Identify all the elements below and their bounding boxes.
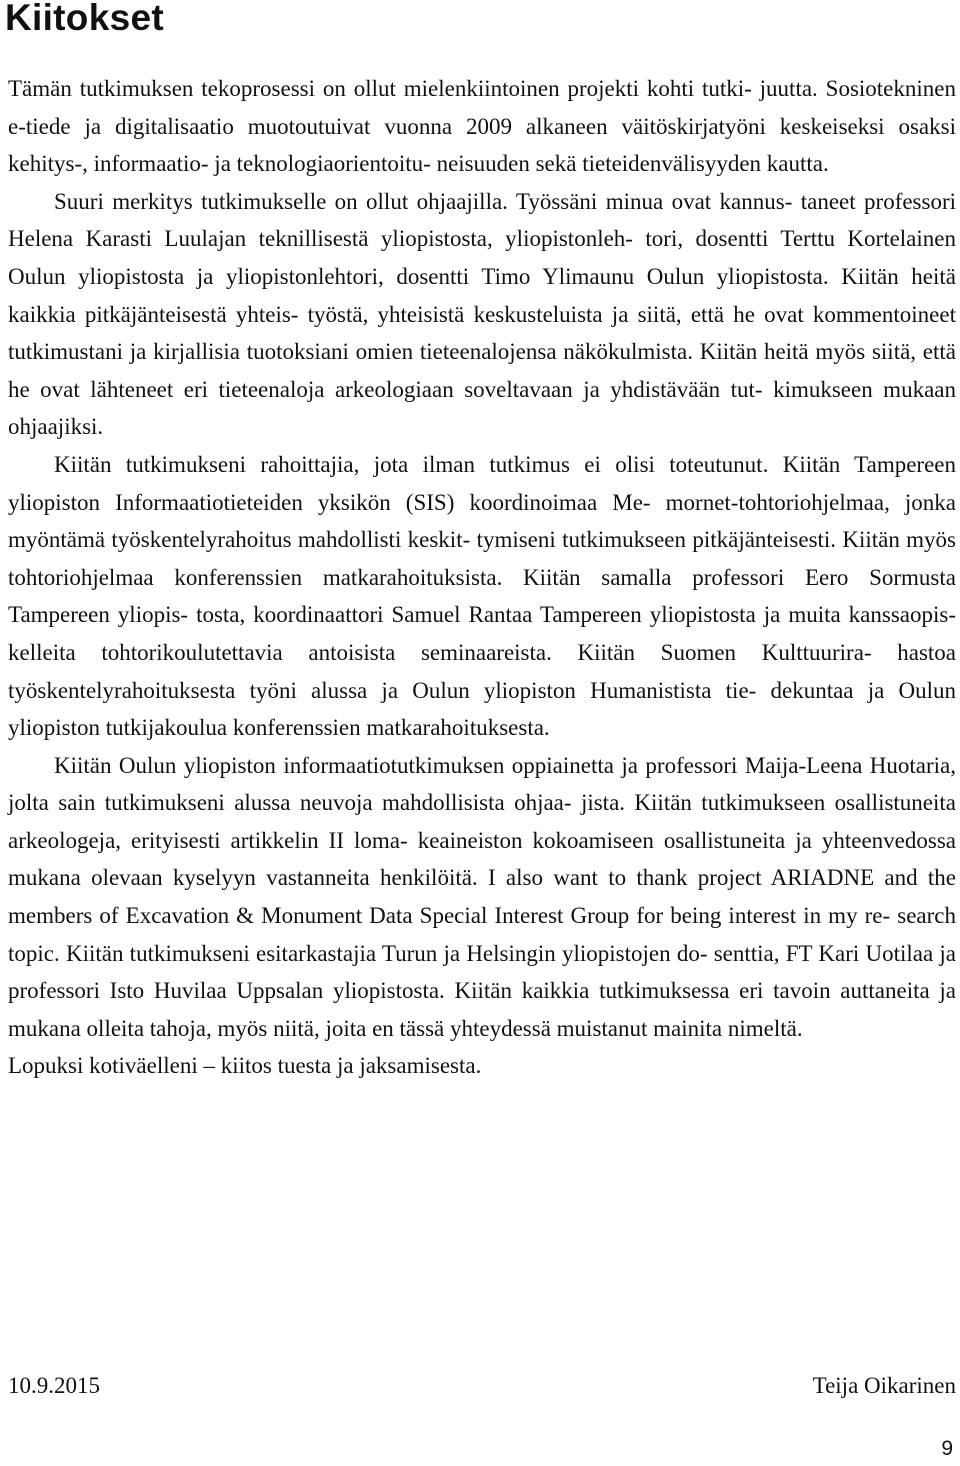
- paragraph-4-line: kaikkia tutkimuksessa eri tavoin auttaneita ja mukana olleita tahoja, myös niitä,: [8, 978, 956, 1041]
- paragraph-4-line: senttia, FT Kari Uotilaa ja professori Isto Huvilaa Uppsalan yliopistosta. Kiitän: [8, 940, 956, 1004]
- page-title: Kiitokset: [5, 0, 164, 38]
- paragraph-3: [8, 446, 956, 747]
- paragraph-2-line: työstä, yhteisistä keskusteluista ja siitä, että he ovat kommentoineet tutkimustani ja: [8, 301, 956, 365]
- paragraph-2-line: Timo Ylimaunu Oulun yliopistosta. Kiitän heitä kaikkia pitkäjänteisestä yhteis-: [8, 263, 956, 327]
- closing-line: Lopuksi kotiväelleni – kiitos tuesta ja jaksamisesta.: [8, 1053, 482, 1079]
- paragraph-3-line: dekuntaa ja Oulun yliopiston tutkijakoulua konferenssien matkarahoituksesta.: [8, 677, 956, 741]
- paragraph-2-line: että he ovat lähteneet eri tieteenaloja arkeologiaan soveltavaan ja yhdistävään tut-: [8, 339, 956, 402]
- body-text: [8, 70, 956, 1085]
- paragraph-2-line: tori, dosentti Terttu Kortelainen Oulun yliopistosta ja yliopistonlehtori, dosentti: [8, 226, 956, 289]
- paragraph-3-line: Tampereen yliopiston Informaatiotieteiden yksikön (SIS) koordinoimaa Me-: [8, 451, 956, 515]
- paragraph-1: [8, 70, 956, 183]
- paragraph-3-line: tosta, koordinaattori Samuel Rantaa Tampereen yliopistosta ja muita kanssaopis-: [196, 602, 957, 628]
- paragraph-1-line: Tämän tutkimuksen tekoprosessi on ollut mielenkiintoinen projekti kohti tutki-: [8, 76, 752, 101]
- paragraph-4-line: jista. Kiitän tutkimukseen osallistuneita arkeologeja, erityisesti artikkelin II loma-: [8, 790, 956, 853]
- paragraph-3-line: matkarahoituksista. Kiitän samalla professori Eero Sormusta Tampereen yliopis-: [8, 564, 956, 628]
- signature-row: [8, 1371, 956, 1401]
- paragraph-3-line: tymiseni tutkimukseen pitkäjänteisesti. Kiitän myös tohtoriohjelmaa konferenssien: [8, 527, 956, 590]
- paragraph-1-line: juutta. Sosiotekninen e-tiede ja digitalisaatio muotoutuivat vuonna 2009 alkaneen: [8, 76, 956, 139]
- paragraph-3-line: hastoa työskentelyrahoituksesta työni alussa ja Oulun yliopiston Humanistista tie-: [8, 639, 957, 703]
- paragraph-3-line: kelleita tohtorikoulutettavia antoisista seminaareista. Kiitän Suomen Kulttuurira-: [8, 639, 872, 665]
- paragraph-4-line: Maija-Leena Huotaria, jolta sain tutkimukseni alussa neuvoja mahdollisista ohjaa-: [8, 752, 956, 816]
- paragraph-4-line: Kiitän Oulun yliopiston informaatiotutkimuksen oppiainetta ja professori: [54, 752, 745, 778]
- paragraph-2: [8, 183, 956, 446]
- paragraph-4-line: joita en tässä yhteydessä muistanut mainita nimeltä.: [325, 1015, 803, 1041]
- paragraph-2-line: kirjallisia tuotoksiani omien tieteenalojensa näkökulmista. Kiitän heitä myös siitä,: [153, 339, 923, 365]
- paragraph-2-line: kimukseen mukaan ohjaajiksi.: [8, 376, 956, 440]
- paragraph-2-line: Suuri merkitys tutkimukselle on ollut ohjaajilla. Työssäni minua ovat kannus-: [54, 188, 793, 214]
- paragraph-4-line: search topic. Kiitän tutkimukseni esitarkastajia Turun ja Helsingin yliopistojen do-: [8, 903, 957, 966]
- paragraph-2-line: taneet professori Helena Karasti Luulajan teknillisestä yliopistosta, yliopistonleh-: [8, 188, 957, 252]
- paragraph-4-line: Excavation & Monument Data Special Interest Group for being interest in my re-: [125, 903, 891, 929]
- paragraph-1-line: väitöskirjatyöni keskeiseksi osaksi kehitys-, informaatio- ja teknologiaorientoitu-: [8, 113, 956, 177]
- paragraph-4-line: keaineiston kokoamiseen osallistuneita ja yhteenvedossa mukana olevaan kyselyyn: [8, 827, 957, 891]
- paragraph-4: [8, 747, 956, 1048]
- date: 10.9.2015: [8, 1373, 100, 1398]
- paragraph-3-line: Kiitän tutkimukseni rahoittajia, jota ilman tutkimus ei olisi toteutunut. Kiitän: [54, 451, 855, 477]
- paragraph-3-line: mornet-tohtoriohjelmaa, jonka myöntämä työskentelyrahoitus mahdollisti keskit-: [8, 489, 957, 553]
- paragraph-1-line: neisuuden sekä tieteidenvälisyyden kautta.: [436, 151, 829, 177]
- page-number: 9: [941, 1437, 953, 1460]
- author-name: Teija Oikarinen: [812, 1373, 956, 1398]
- paragraph-4-line: vastanneita henkilöitä. I also want to thank project ARIADNE and the members of: [8, 865, 956, 929]
